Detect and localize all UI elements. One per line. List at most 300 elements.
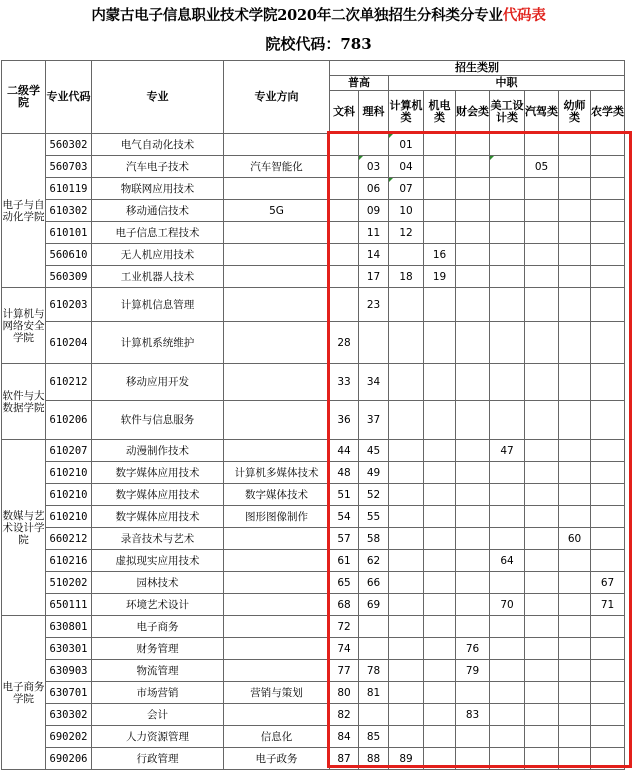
enroll-code-cell-jd (424, 572, 456, 594)
enroll-code-cell-nx (591, 726, 625, 748)
enroll-code-cell-wk: 84 (330, 726, 359, 748)
enroll-code-cell-qj (525, 572, 559, 594)
enroll-code-cell-jsj: 10 (389, 200, 424, 222)
major-code-cell: 630301 (46, 638, 92, 660)
enroll-code-cell-wk (330, 134, 359, 156)
header-college: 二级学院 (2, 61, 46, 134)
enroll-code-cell-ck (456, 322, 490, 364)
major-direction-cell (224, 322, 330, 364)
enroll-code-cell-qj (525, 222, 559, 244)
major-name-cell: 行政管理 (92, 748, 224, 770)
enroll-code-cell-mg (490, 288, 525, 322)
enroll-code-cell-ys (559, 200, 591, 222)
major-direction-cell: 5G (224, 200, 330, 222)
header-jidian: 机电类 (424, 91, 456, 134)
major-code-cell: 610206 (46, 401, 92, 440)
major-name-cell: 数字媒体应用技术 (92, 506, 224, 528)
enroll-code-cell-nx (591, 638, 625, 660)
major-direction-cell (224, 401, 330, 440)
enroll-code-cell-jsj: 04 (389, 156, 424, 178)
enroll-code-cell-lk: 17 (359, 266, 389, 288)
major-name-cell: 物流管理 (92, 660, 224, 682)
enroll-code-cell-wk (330, 288, 359, 322)
enroll-code-cell-lk: 85 (359, 726, 389, 748)
college-cell: 软件与大数据学院 (2, 364, 46, 440)
enroll-code-cell-jsj (389, 484, 424, 506)
enroll-code-cell-wk: 74 (330, 638, 359, 660)
enroll-code-cell-jsj (389, 322, 424, 364)
major-name-cell: 汽车电子技术 (92, 156, 224, 178)
major-name-cell: 园林技术 (92, 572, 224, 594)
table-row (2, 572, 625, 594)
enroll-code-cell-jd (424, 660, 456, 682)
enroll-code-cell-qj (525, 288, 559, 322)
enroll-code-cell-nx (591, 134, 625, 156)
enroll-code-cell-mg (490, 616, 525, 638)
enroll-code-cell-jsj (389, 288, 424, 322)
table-row (2, 484, 625, 506)
enroll-code-cell-mg (490, 682, 525, 704)
enroll-code-cell-ys: 60 (559, 528, 591, 550)
major-code-cell: 610212 (46, 364, 92, 401)
major-name-cell: 电气自动化技术 (92, 134, 224, 156)
enroll-code-cell-wk: 87 (330, 748, 359, 770)
major-name-cell: 电子信息工程技术 (92, 222, 224, 244)
enroll-code-cell-nx (591, 200, 625, 222)
table-row (2, 462, 625, 484)
enroll-code-cell-nx (591, 178, 625, 200)
table-row (2, 506, 625, 528)
enroll-code-cell-wk: 28 (330, 322, 359, 364)
enroll-code-cell-lk: 37 (359, 401, 389, 440)
table-row (2, 156, 625, 178)
major-direction-cell (224, 572, 330, 594)
enroll-code-cell-jd (424, 462, 456, 484)
enroll-code-cell-ck (456, 200, 490, 222)
header-like: 理科 (359, 91, 389, 134)
header-nongxue: 农学类 (591, 91, 625, 134)
major-code-cell: 610210 (46, 484, 92, 506)
major-direction-cell (224, 440, 330, 462)
major-name-cell: 会计 (92, 704, 224, 726)
enroll-code-cell-ys (559, 572, 591, 594)
enroll-code-cell-nx (591, 401, 625, 440)
enroll-code-cell-jd (424, 550, 456, 572)
major-code-cell: 630302 (46, 704, 92, 726)
table-row (2, 616, 625, 638)
enroll-code-cell-mg (490, 528, 525, 550)
enroll-code-cell-ys (559, 156, 591, 178)
enroll-code-cell-nx (591, 462, 625, 484)
table-row (2, 178, 625, 200)
major-direction-cell (224, 222, 330, 244)
enroll-code-cell-nx (591, 682, 625, 704)
header-code: 专业代码 (46, 61, 92, 134)
enroll-code-cell-mg (490, 638, 525, 660)
table-row (2, 322, 625, 364)
enroll-code-cell-nx (591, 550, 625, 572)
table-row (2, 134, 625, 156)
title-highlight: 代码表 (502, 7, 546, 24)
document-title (0, 4, 637, 25)
enroll-code-cell-lk: 34 (359, 364, 389, 401)
enroll-code-cell-jsj: 18 (389, 266, 424, 288)
enroll-code-cell-jsj (389, 638, 424, 660)
table-row (2, 748, 625, 770)
enroll-code-cell-mg (490, 364, 525, 401)
major-name-cell: 移动通信技术 (92, 200, 224, 222)
table-row (2, 440, 625, 462)
enroll-code-cell-qj (525, 682, 559, 704)
enroll-code-cell-ck (456, 616, 490, 638)
enroll-code-cell-jsj (389, 594, 424, 616)
enroll-code-cell-jd (424, 704, 456, 726)
table-row (2, 401, 625, 440)
major-direction-cell (224, 528, 330, 550)
header-qijia: 汽驾类 (525, 91, 559, 134)
major-name-cell: 动漫制作技术 (92, 440, 224, 462)
major-code-cell: 560703 (46, 156, 92, 178)
major-name-cell: 计算机系统维护 (92, 322, 224, 364)
table-row (2, 364, 625, 401)
major-code-cell: 690206 (46, 748, 92, 770)
major-direction-cell: 计算机多媒体技术 (224, 462, 330, 484)
enroll-code-cell-jd (424, 156, 456, 178)
enroll-code-cell-qj (525, 726, 559, 748)
enroll-code-cell-lk: 03 (359, 156, 389, 178)
enroll-code-cell-jsj (389, 364, 424, 401)
table-row (2, 266, 625, 288)
enroll-code-cell-lk (359, 134, 389, 156)
enroll-code-cell-nx: 71 (591, 594, 625, 616)
enroll-code-cell-lk (359, 638, 389, 660)
enroll-code-cell-qj (525, 528, 559, 550)
enroll-code-cell-ck (456, 462, 490, 484)
enroll-code-cell-ck (456, 401, 490, 440)
enroll-code-cell-lk: 14 (359, 244, 389, 266)
enroll-code-cell-mg (490, 266, 525, 288)
enroll-code-cell-qj (525, 401, 559, 440)
enroll-code-cell-wk (330, 200, 359, 222)
enroll-code-cell-jd (424, 484, 456, 506)
major-direction-cell (224, 244, 330, 266)
major-code-cell: 610101 (46, 222, 92, 244)
enroll-code-cell-jd (424, 726, 456, 748)
header-zhongzhi: 中职 (389, 76, 625, 91)
major-direction-cell: 信息化 (224, 726, 330, 748)
enroll-code-cell-ys (559, 748, 591, 770)
enroll-code-cell-qj (525, 244, 559, 266)
major-direction-cell (224, 134, 330, 156)
major-name-cell: 数字媒体应用技术 (92, 462, 224, 484)
major-code-cell: 560610 (46, 244, 92, 266)
major-code-cell: 610302 (46, 200, 92, 222)
enroll-code-cell-mg (490, 660, 525, 682)
table-row (2, 682, 625, 704)
enroll-code-cell-ys (559, 616, 591, 638)
major-name-cell: 录音技术与艺术 (92, 528, 224, 550)
table-row (2, 704, 625, 726)
major-direction-cell (224, 616, 330, 638)
enroll-code-cell-lk: 62 (359, 550, 389, 572)
major-code-cell: 560302 (46, 134, 92, 156)
enroll-code-cell-lk (359, 322, 389, 364)
enroll-code-cell-lk: 06 (359, 178, 389, 200)
enroll-code-cell-ck: 79 (456, 660, 490, 682)
enroll-code-cell-ck (456, 178, 490, 200)
major-direction-cell (224, 364, 330, 401)
enroll-code-cell-mg (490, 134, 525, 156)
college-cell: 计算机与网络安全学院 (2, 288, 46, 364)
enroll-code-cell-qj: 05 (525, 156, 559, 178)
enroll-code-cell-wk (330, 178, 359, 200)
major-code-cell: 610207 (46, 440, 92, 462)
table-row (2, 726, 625, 748)
enroll-code-cell-ck (456, 572, 490, 594)
major-name-cell: 软件与信息服务 (92, 401, 224, 440)
enroll-code-cell-ck (456, 682, 490, 704)
enroll-code-cell-mg (490, 322, 525, 364)
enroll-code-cell-jsj: 01 (389, 134, 424, 156)
enroll-code-cell-lk: 58 (359, 528, 389, 550)
enroll-code-cell-ck (456, 440, 490, 462)
enroll-code-cell-ys (559, 704, 591, 726)
enroll-code-cell-ys (559, 134, 591, 156)
enroll-code-cell-jsj (389, 704, 424, 726)
enroll-code-cell-ck (456, 222, 490, 244)
enroll-code-cell-ck (456, 244, 490, 266)
enroll-code-cell-ck (456, 266, 490, 288)
enroll-code-cell-nx (591, 222, 625, 244)
enroll-code-cell-lk: 11 (359, 222, 389, 244)
enroll-code-cell-jsj (389, 506, 424, 528)
enroll-code-cell-mg: 70 (490, 594, 525, 616)
enroll-code-cell-ck (456, 748, 490, 770)
enroll-code-cell-mg (490, 726, 525, 748)
header-meigong: 美工设计类 (490, 91, 525, 134)
enroll-code-cell-ck (456, 484, 490, 506)
enroll-code-cell-ys (559, 550, 591, 572)
enroll-code-cell-wk: 48 (330, 462, 359, 484)
enroll-code-cell-nx (591, 288, 625, 322)
enroll-code-cell-wk (330, 156, 359, 178)
enroll-code-cell-jd (424, 528, 456, 550)
enroll-code-cell-jd (424, 638, 456, 660)
enroll-code-cell-lk (359, 616, 389, 638)
enroll-code-cell-jsj (389, 528, 424, 550)
enroll-code-cell-lk: 49 (359, 462, 389, 484)
enroll-code-cell-jsj (389, 440, 424, 462)
major-direction-cell: 汽车智能化 (224, 156, 330, 178)
enroll-code-cell-jd (424, 401, 456, 440)
enroll-code-cell-ys (559, 244, 591, 266)
enroll-code-cell-jd (424, 440, 456, 462)
enroll-code-cell-wk: 33 (330, 364, 359, 401)
enroll-code-cell-ys (559, 484, 591, 506)
enroll-code-cell-lk: 66 (359, 572, 389, 594)
major-name-cell: 环境艺术设计 (92, 594, 224, 616)
enroll-code-cell-nx: 67 (591, 572, 625, 594)
enroll-code-cell-mg (490, 572, 525, 594)
enroll-code-cell-jsj (389, 462, 424, 484)
enroll-code-cell-lk: 78 (359, 660, 389, 682)
enroll-code-cell-mg (490, 462, 525, 484)
major-direction-cell (224, 638, 330, 660)
enroll-code-cell-wk: 51 (330, 484, 359, 506)
enroll-code-cell-ys (559, 401, 591, 440)
enroll-code-cell-ys (559, 726, 591, 748)
enroll-code-cell-jd (424, 288, 456, 322)
enroll-code-cell-wk (330, 244, 359, 266)
enroll-code-cell-lk: 52 (359, 484, 389, 506)
major-direction-cell (224, 704, 330, 726)
college-cell: 数媒与艺术设计学院 (2, 440, 46, 616)
enroll-code-cell-ys (559, 638, 591, 660)
table-row (2, 288, 625, 322)
header-pugao: 普高 (330, 76, 389, 91)
enroll-code-cell-mg: 64 (490, 550, 525, 572)
enroll-code-cell-jsj (389, 660, 424, 682)
enroll-code-cell-mg (490, 222, 525, 244)
school-code: 院校代码：783 (265, 35, 372, 53)
enroll-code-cell-qj (525, 550, 559, 572)
major-direction-cell: 图形图像制作 (224, 506, 330, 528)
enroll-code-cell-jd (424, 134, 456, 156)
enroll-code-cell-nx (591, 506, 625, 528)
major-direction-cell: 数字媒体技术 (224, 484, 330, 506)
enroll-code-cell-ck (456, 288, 490, 322)
enroll-code-cell-jsj: 89 (389, 748, 424, 770)
enroll-code-cell-ck: 76 (456, 638, 490, 660)
enroll-code-cell-ys (559, 682, 591, 704)
enroll-code-cell-qj (525, 200, 559, 222)
major-name-cell: 虚拟现实应用技术 (92, 550, 224, 572)
enroll-code-cell-nx (591, 616, 625, 638)
enroll-code-cell-wk: 68 (330, 594, 359, 616)
enroll-code-cell-mg (490, 506, 525, 528)
enroll-code-cell-wk: 54 (330, 506, 359, 528)
enroll-code-cell-qj (525, 748, 559, 770)
enroll-code-cell-ys (559, 288, 591, 322)
major-name-cell: 移动应用开发 (92, 364, 224, 401)
enroll-code-cell-ck (456, 528, 490, 550)
enroll-code-cell-ys (559, 440, 591, 462)
enroll-code-cell-lk: 09 (359, 200, 389, 222)
enroll-code-cell-ys (559, 364, 591, 401)
enroll-code-cell-ys (559, 660, 591, 682)
enroll-code-cell-jd (424, 364, 456, 401)
header-caikuai: 财会类 (456, 91, 490, 134)
major-code-cell: 610210 (46, 506, 92, 528)
major-code-cell: 610210 (46, 462, 92, 484)
enroll-code-cell-jsj (389, 244, 424, 266)
enroll-code-cell-jsj: 12 (389, 222, 424, 244)
enroll-code-cell-jsj (389, 726, 424, 748)
enroll-code-cell-qj (525, 704, 559, 726)
enroll-code-cell-nx (591, 704, 625, 726)
major-direction-cell: 营销与策划 (224, 682, 330, 704)
major-code-cell: 560309 (46, 266, 92, 288)
enroll-code-cell-mg (490, 156, 525, 178)
table-row (2, 200, 625, 222)
enroll-code-cell-mg: 47 (490, 440, 525, 462)
enroll-code-cell-wk: 72 (330, 616, 359, 638)
major-direction-cell (224, 266, 330, 288)
enroll-code-cell-mg (490, 178, 525, 200)
major-code-cell: 650111 (46, 594, 92, 616)
enroll-code-cell-nx (591, 266, 625, 288)
table-row (2, 244, 625, 266)
college-cell: 电子与自动化学院 (2, 134, 46, 288)
enroll-code-cell-ck (456, 550, 490, 572)
enroll-code-cell-ck (456, 506, 490, 528)
table-row (2, 550, 625, 572)
enroll-code-cell-jsj: 07 (389, 178, 424, 200)
major-direction-cell (224, 660, 330, 682)
enroll-code-cell-nx (591, 244, 625, 266)
enroll-code-cell-mg (490, 200, 525, 222)
enroll-code-cell-ck (456, 726, 490, 748)
enroll-code-cell-lk: 45 (359, 440, 389, 462)
enroll-code-cell-jd (424, 506, 456, 528)
enroll-code-cell-qj (525, 134, 559, 156)
enroll-code-cell-nx (591, 440, 625, 462)
title-main: 内蒙古电子信息职业技术学院2020年二次单独招生分科类分专业 (91, 7, 503, 24)
enroll-code-cell-ck (456, 134, 490, 156)
enroll-code-cell-mg (490, 748, 525, 770)
enroll-code-cell-lk: 88 (359, 748, 389, 770)
enroll-code-cell-mg (490, 244, 525, 266)
major-name-cell: 计算机信息管理 (92, 288, 224, 322)
header-category: 招生类别 (330, 61, 625, 76)
major-direction-cell (224, 288, 330, 322)
enroll-code-cell-qj (525, 484, 559, 506)
header-direction: 专业方向 (224, 61, 330, 134)
enroll-code-cell-lk: 81 (359, 682, 389, 704)
enroll-code-cell-qj (525, 440, 559, 462)
major-code-cell: 630903 (46, 660, 92, 682)
major-code-cell: 610204 (46, 322, 92, 364)
header-youshi: 幼师类 (559, 91, 591, 134)
enroll-code-cell-ys (559, 506, 591, 528)
table-row (2, 594, 625, 616)
enroll-code-cell-qj (525, 638, 559, 660)
enroll-code-cell-jd: 16 (424, 244, 456, 266)
enroll-code-cell-mg (490, 484, 525, 506)
enroll-code-cell-wk: 44 (330, 440, 359, 462)
enroll-code-cell-jd (424, 222, 456, 244)
enroll-code-cell-wk: 61 (330, 550, 359, 572)
enroll-code-cell-jd (424, 748, 456, 770)
enroll-code-cell-nx (591, 322, 625, 364)
enroll-code-cell-jsj (389, 550, 424, 572)
major-name-cell: 工业机器人技术 (92, 266, 224, 288)
enroll-code-cell-wk: 36 (330, 401, 359, 440)
enroll-code-cell-nx (591, 484, 625, 506)
enroll-code-cell-wk: 80 (330, 682, 359, 704)
major-name-cell: 物联网应用技术 (92, 178, 224, 200)
enroll-code-cell-wk (330, 266, 359, 288)
enroll-code-cell-qj (525, 616, 559, 638)
enroll-code-cell-jsj (389, 401, 424, 440)
enroll-code-cell-qj (525, 266, 559, 288)
header-jisuanji: 计算机类 (389, 91, 424, 134)
major-code-cell: 690202 (46, 726, 92, 748)
enroll-code-cell-ys (559, 594, 591, 616)
enroll-code-cell-ck (456, 364, 490, 401)
major-name-cell: 人力资源管理 (92, 726, 224, 748)
major-code-cell: 510202 (46, 572, 92, 594)
